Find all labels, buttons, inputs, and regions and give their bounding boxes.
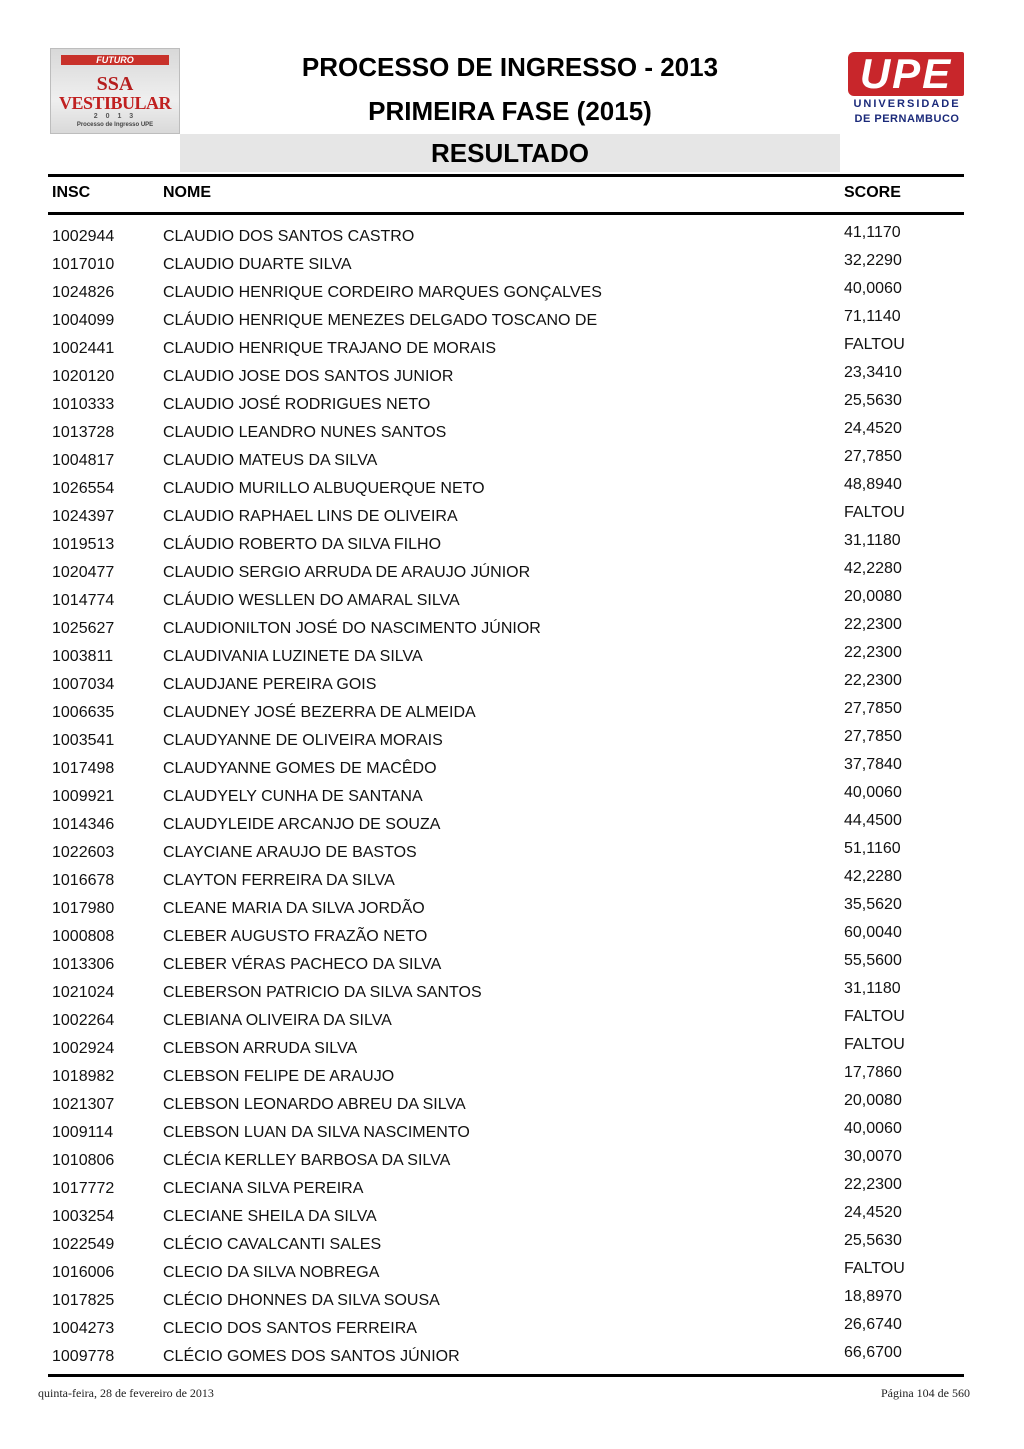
cell-score: 66,6700 [844, 1344, 902, 1361]
cell-insc: 1019513 [52, 536, 115, 553]
cell-insc: 1021024 [52, 984, 115, 1001]
table-row [0, 698, 1024, 726]
cell-insc: 1003541 [52, 732, 115, 749]
cell-insc: 1000808 [52, 928, 115, 945]
cell-nome: CLEBERSON PATRICIO DA SILVA SANTOS [163, 984, 482, 1001]
cell-score: 18,8970 [844, 1288, 902, 1305]
logo-futuro-text: FUTURO [61, 55, 169, 65]
cell-nome: CLAUDYELY CUNHA DE SANTANA [163, 788, 423, 805]
cell-insc: 1022549 [52, 1236, 115, 1253]
cell-insc: 1024826 [52, 284, 115, 301]
table-row [0, 530, 1024, 558]
cell-nome: CLÁUDIO WESLLEN DO AMARAL SILVA [163, 592, 460, 609]
table-row [0, 278, 1024, 306]
cell-nome: CLAUDIO JOSÉ RODRIGUES NETO [163, 396, 431, 413]
cell-score: 20,0080 [844, 588, 902, 605]
table-row [0, 1034, 1024, 1062]
cell-insc: 1002441 [52, 340, 115, 357]
column-header-score: SCORE [844, 184, 901, 201]
cell-nome: CLAYCIANE ARAUJO DE BASTOS [163, 844, 417, 861]
cell-score: 55,5600 [844, 952, 902, 969]
result-heading: RESULTADO [180, 134, 840, 172]
table-row [0, 726, 1024, 754]
cell-score: 23,3410 [844, 364, 902, 381]
footer-rule [48, 1374, 964, 1377]
cell-nome: CLAYTON FERREIRA DA SILVA [163, 872, 395, 889]
table-row [0, 586, 1024, 614]
cell-nome: CLAUDIO JOSE DOS SANTOS JUNIOR [163, 368, 454, 385]
cell-score: 20,0080 [844, 1092, 902, 1109]
cell-insc: 1025627 [52, 620, 115, 637]
cell-nome: CLAUDIO SERGIO ARRUDA DE ARAUJO JÚNIOR [163, 564, 531, 581]
cell-score: 30,0070 [844, 1148, 902, 1165]
cell-score: 22,2300 [844, 616, 902, 633]
table-row [0, 446, 1024, 474]
cell-insc: 1003811 [52, 648, 114, 665]
cell-nome: CLEBSON LEONARDO ABREU DA SILVA [163, 1096, 466, 1113]
table-row [0, 1342, 1024, 1370]
results-table [0, 222, 1024, 1370]
cell-nome: CLAUDIO HENRIQUE CORDEIRO MARQUES GONÇALVES [163, 284, 602, 301]
cell-score: 17,7860 [844, 1064, 902, 1081]
cell-score: 35,5620 [844, 896, 902, 913]
cell-insc: 1026554 [52, 480, 115, 497]
cell-nome: CLÉCIO GOMES DOS SANTOS JÚNIOR [163, 1348, 460, 1365]
table-row [0, 866, 1024, 894]
cell-score: 42,2280 [844, 560, 902, 577]
page-subtitle: PRIMEIRA FASE (2015) [368, 96, 652, 126]
cell-score: 25,5630 [844, 1232, 902, 1249]
table-row [0, 306, 1024, 334]
table-row [0, 1258, 1024, 1286]
cell-score: 42,2280 [844, 868, 902, 885]
cell-insc: 1013728 [52, 424, 115, 441]
cell-score: 31,1180 [844, 532, 901, 549]
table-row [0, 1006, 1024, 1034]
table-row [0, 362, 1024, 390]
cell-nome: CLECIO DA SILVA NOBREGA [163, 1264, 380, 1281]
cell-score: FALTOU [844, 1008, 905, 1025]
cell-nome: CLAUDIO MATEUS DA SILVA [163, 452, 378, 469]
cell-score: 44,4500 [844, 812, 902, 829]
cell-insc: 1017498 [52, 760, 115, 777]
cell-nome: CLAUDIO RAPHAEL LINS DE OLIVEIRA [163, 508, 458, 525]
table-row [0, 754, 1024, 782]
cell-score: 24,4520 [844, 420, 902, 437]
cell-insc: 1016006 [52, 1264, 115, 1281]
cell-insc: 1007034 [52, 676, 115, 693]
cell-nome: CLEBSON ARRUDA SILVA [163, 1040, 358, 1057]
upe-name-line2: DE PERNAMBUCO [854, 113, 960, 125]
cell-nome: CLAUDIO MURILLO ALBUQUERQUE NETO [163, 480, 485, 497]
cell-nome: CLEBER AUGUSTO FRAZÃO NETO [163, 928, 428, 945]
table-row [0, 950, 1024, 978]
table-row [0, 810, 1024, 838]
cell-score: 24,4520 [844, 1204, 902, 1221]
cell-nome: CLAUDYANNE DE OLIVEIRA MORAIS [163, 732, 443, 749]
table-row [0, 502, 1024, 530]
cell-insc: 1016678 [52, 872, 115, 889]
cell-insc: 1017980 [52, 900, 115, 917]
cell-nome: CLAUDJANE PEREIRA GOIS [163, 676, 377, 693]
cell-insc: 1006635 [52, 704, 115, 721]
cell-score: 22,2300 [844, 1176, 902, 1193]
cell-score: 27,7850 [844, 728, 902, 745]
cell-insc: 1010806 [52, 1152, 115, 1169]
table-row [0, 1062, 1024, 1090]
cell-nome: CLÁUDIO HENRIQUE MENEZES DELGADO TOSCANO DE [163, 312, 598, 329]
table-row [0, 250, 1024, 278]
table-row [0, 1202, 1024, 1230]
table-row [0, 1118, 1024, 1146]
cell-insc: 1020477 [52, 564, 115, 581]
header-top-rule [48, 174, 964, 177]
ssa-vestibular-logo [50, 48, 180, 134]
cell-score: 22,2300 [844, 644, 902, 661]
cell-score: 60,0040 [844, 924, 902, 941]
cell-insc: 1002924 [52, 1040, 115, 1057]
table-row [0, 1174, 1024, 1202]
cell-nome: CLAUDIO DUARTE SILVA [163, 256, 352, 273]
cell-insc: 1009778 [52, 1348, 115, 1365]
cell-insc: 1002264 [52, 1012, 115, 1029]
cell-score: 40,0060 [844, 784, 902, 801]
cell-nome: CLAUDIVANIA LUZINETE DA SILVA [163, 648, 423, 665]
table-row [0, 614, 1024, 642]
cell-nome: CLECIO DOS SANTOS FERREIRA [163, 1320, 417, 1337]
cell-nome: CLEBSON LUAN DA SILVA NASCIMENTO [163, 1124, 470, 1141]
cell-insc: 1009921 [52, 788, 115, 805]
cell-score: 22,2300 [844, 672, 902, 689]
table-row [0, 838, 1024, 866]
table-row [0, 782, 1024, 810]
cell-score: 25,5630 [844, 392, 902, 409]
table-row [0, 1146, 1024, 1174]
cell-insc: 1017010 [52, 256, 115, 273]
table-row [0, 1090, 1024, 1118]
cell-nome: CLAUDIO HENRIQUE TRAJANO DE MORAIS [163, 340, 497, 357]
cell-insc: 1017825 [52, 1292, 115, 1309]
cell-score: 32,2290 [844, 252, 902, 269]
logo-caption-text: Processo de Ingresso UPE [76, 122, 154, 128]
table-row [0, 418, 1024, 446]
table-row [0, 334, 1024, 362]
upe-name-line1: UNIVERSIDADE [853, 98, 961, 110]
table-row [0, 894, 1024, 922]
cell-nome: CLÉCIA KERLLEY BARBOSA DA SILVA [163, 1152, 451, 1169]
cell-score: 37,7840 [844, 756, 902, 773]
cell-nome: CLÉCIO CAVALCANTI SALES [163, 1236, 382, 1253]
cell-score: FALTOU [844, 504, 905, 521]
cell-insc: 1002944 [52, 228, 115, 245]
cell-nome: CLAUDIONILTON JOSÉ DO NASCIMENTO JÚNIOR [163, 620, 541, 637]
cell-insc: 1021307 [52, 1096, 115, 1113]
cell-insc: 1003254 [52, 1208, 115, 1225]
table-row [0, 474, 1024, 502]
upe-logo [846, 52, 968, 132]
cell-score: 31,1180 [844, 980, 901, 997]
cell-nome: CLECIANE SHEILA DA SILVA [163, 1208, 377, 1225]
footer-date: quinta-feira, 28 de fevereiro de 2013 [38, 1386, 214, 1400]
cell-insc: 1022603 [52, 844, 115, 861]
cell-nome: CLAUDYLEIDE ARCANJO DE SOUZA [163, 816, 441, 833]
upe-mark: UPE [848, 52, 964, 96]
cell-score: 48,8940 [844, 476, 902, 493]
header-bottom-rule [48, 212, 964, 215]
cell-insc: 1010333 [52, 396, 115, 413]
cell-score: FALTOU [844, 336, 905, 353]
table-row [0, 1314, 1024, 1342]
table-row [0, 1230, 1024, 1258]
cell-score: 40,0060 [844, 280, 902, 297]
cell-nome: CLEBSON FELIPE DE ARAUJO [163, 1068, 395, 1085]
table-row [0, 222, 1024, 250]
cell-score: 40,0060 [844, 1120, 902, 1137]
logo-ssa-text: SSA [96, 73, 134, 95]
cell-nome: CLAUDIO DOS SANTOS CASTRO [163, 228, 415, 245]
cell-nome: CLEBIANA OLIVEIRA DA SILVA [163, 1012, 392, 1029]
table-row [0, 642, 1024, 670]
cell-score: 71,1140 [844, 308, 901, 325]
cell-insc: 1014346 [52, 816, 115, 833]
cell-score: 27,7850 [844, 448, 902, 465]
cell-insc: 1014774 [52, 592, 115, 609]
table-row [0, 390, 1024, 418]
cell-insc: 1004099 [52, 312, 115, 329]
cell-nome: CLEANE MARIA DA SILVA JORDÃO [163, 900, 425, 917]
cell-insc: 1009114 [52, 1124, 114, 1141]
cell-nome: CLECIANA SILVA PEREIRA [163, 1180, 364, 1197]
table-row [0, 978, 1024, 1006]
cell-score: FALTOU [844, 1036, 905, 1053]
column-header-nome: NOME [163, 184, 211, 201]
cell-nome: CLEBER VÉRAS PACHECO DA SILVA [163, 956, 442, 973]
cell-insc: 1024397 [52, 508, 115, 525]
cell-nome: CLAUDIO LEANDRO NUNES SANTOS [163, 424, 447, 441]
cell-insc: 1004273 [52, 1320, 115, 1337]
cell-insc: 1018982 [52, 1068, 115, 1085]
cell-nome: CLÉCIO DHONNES DA SILVA SOUSA [163, 1292, 440, 1309]
cell-score: 51,1160 [844, 840, 901, 857]
table-row [0, 558, 1024, 586]
cell-insc: 1013306 [52, 956, 115, 973]
cell-score: 41,1170 [844, 224, 901, 241]
cell-score: 26,6740 [844, 1316, 902, 1333]
cell-score: FALTOU [844, 1260, 905, 1277]
cell-nome: CLAUDYANNE GOMES DE MACÊDO [163, 760, 437, 777]
page-title: PROCESSO DE INGRESSO - 2013 [301, 52, 719, 82]
table-row [0, 670, 1024, 698]
cell-nome: CLAUDNEY JOSÉ BEZERRA DE ALMEIDA [163, 704, 476, 721]
cell-insc: 1004817 [52, 452, 115, 469]
logo-vestibular-text: VESTIBULAR [58, 93, 172, 113]
logo-year-text: 2 0 1 3 [93, 113, 137, 120]
table-row [0, 1286, 1024, 1314]
column-header-insc: INSC [52, 184, 91, 201]
footer-page-number: Página 104 de 560 [881, 1386, 970, 1400]
cell-insc: 1020120 [52, 368, 115, 385]
table-row [0, 922, 1024, 950]
cell-nome: CLÁUDIO ROBERTO DA SILVA FILHO [163, 536, 442, 553]
cell-insc: 1017772 [52, 1180, 115, 1197]
cell-score: 27,7850 [844, 700, 902, 717]
